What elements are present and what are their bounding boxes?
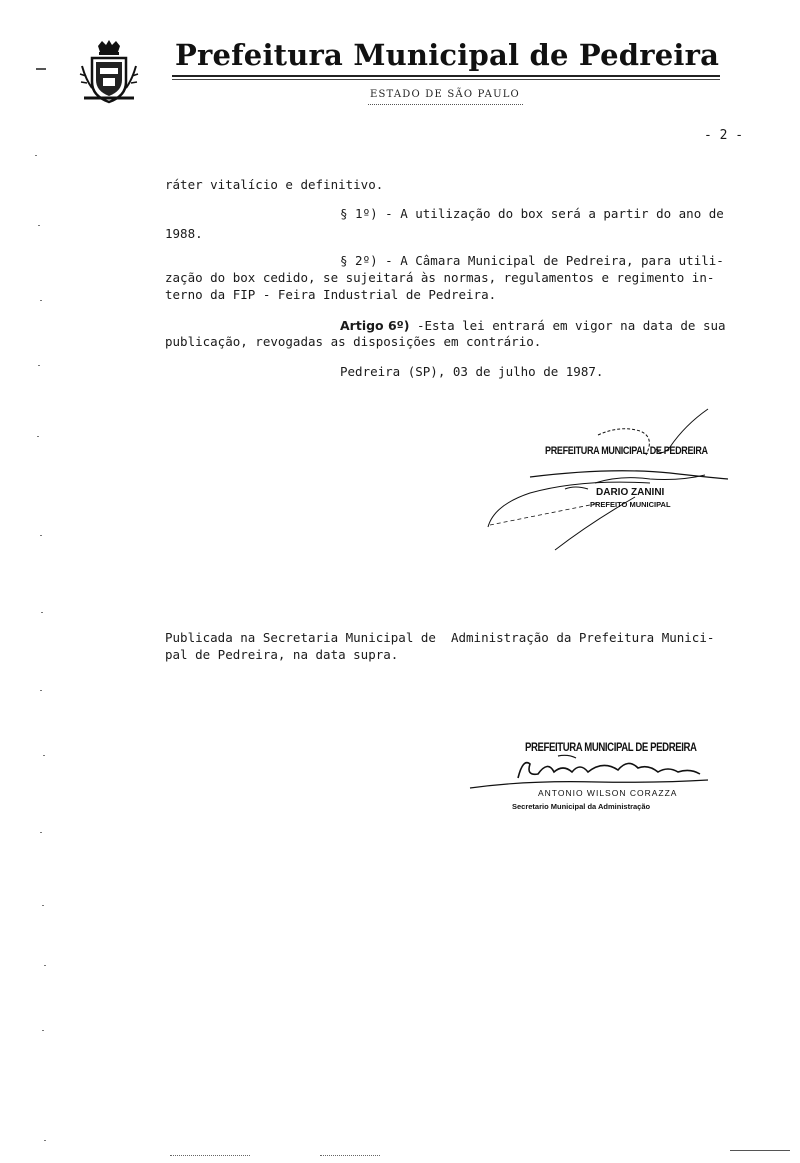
article-6-line-2: publicação, revogadas as disposições em contrário. (165, 334, 542, 349)
scan-dot (40, 535, 42, 536)
scan-dot (44, 1140, 46, 1141)
article-6-line-1 (340, 318, 726, 334)
article-6-text: -Esta lei entrará em vigor na data de sua (409, 318, 726, 333)
page-number: - 2 - (704, 128, 744, 143)
signature-2-institution: PREFEITURA MUNICIPAL DE PEDREIRA (525, 740, 697, 754)
header-title: Prefeitura Municipal de Pedreira (175, 38, 720, 72)
scan-mark (36, 68, 46, 70)
publication-line-2: pal de Pedreira, na data supra. (165, 647, 399, 662)
scan-dot (42, 905, 44, 906)
signature-1-institution: PREFEITURA MUNICIPAL DE PEDREIRA (545, 445, 708, 457)
article-6-label: Artigo 6º) (340, 318, 410, 333)
state-underline (368, 104, 523, 106)
scan-dot (43, 755, 45, 756)
paragraph-2-line-1: § 2º) - A Câmara Municipal de Pedreira, para utili- (340, 253, 724, 268)
header-rule (172, 75, 720, 77)
signature-2-name: ANTONIO WILSON CORAZZA (538, 788, 678, 798)
paragraph-2-line-2: zação do box cedido, se sujeitará às normas, regulamentos e regimento in- (165, 270, 715, 285)
scan-dot (40, 300, 42, 301)
scan-dot (40, 832, 42, 833)
date-line: Pedreira (SP), 03 de julho de 1987. (340, 364, 604, 379)
scan-dot (38, 225, 40, 226)
paragraph-1-start: § 1º) - A utilização do box será a partir do ano de (340, 206, 724, 221)
publication-line-1: Publicada na Secretaria Municipal de Administração da Prefeitura Munici- (165, 630, 715, 645)
scan-bottom-mark (170, 1155, 250, 1157)
scan-bottom-mark (730, 1150, 790, 1151)
signature-1-name: DARIO ZANINI (596, 487, 665, 498)
signature-2-role: Secretario Municipal da Administração (512, 802, 651, 811)
scan-dot (40, 690, 42, 691)
scan-dot (44, 965, 46, 966)
header-rule-thin (172, 79, 720, 80)
signature-1-scribble (470, 405, 740, 555)
scan-dot (38, 365, 40, 366)
paragraph-2-line-3: terno da FIP - Feira Industrial de Pedreira. (165, 287, 497, 302)
paragraph-1-end: 1988. (165, 226, 203, 241)
body-line-1: ráter vitalício e definitivo. (165, 177, 384, 192)
signature-1-role: PREFEITO MUNICIPAL (590, 500, 671, 509)
coat-of-arms-icon (78, 40, 140, 106)
scan-dot (41, 612, 43, 613)
scan-dot (37, 436, 39, 437)
scan-dot (42, 1030, 44, 1031)
scan-dot (35, 155, 37, 156)
scan-bottom-mark (320, 1155, 380, 1157)
header-state: ESTADO DE SÃO PAULO (370, 89, 520, 100)
